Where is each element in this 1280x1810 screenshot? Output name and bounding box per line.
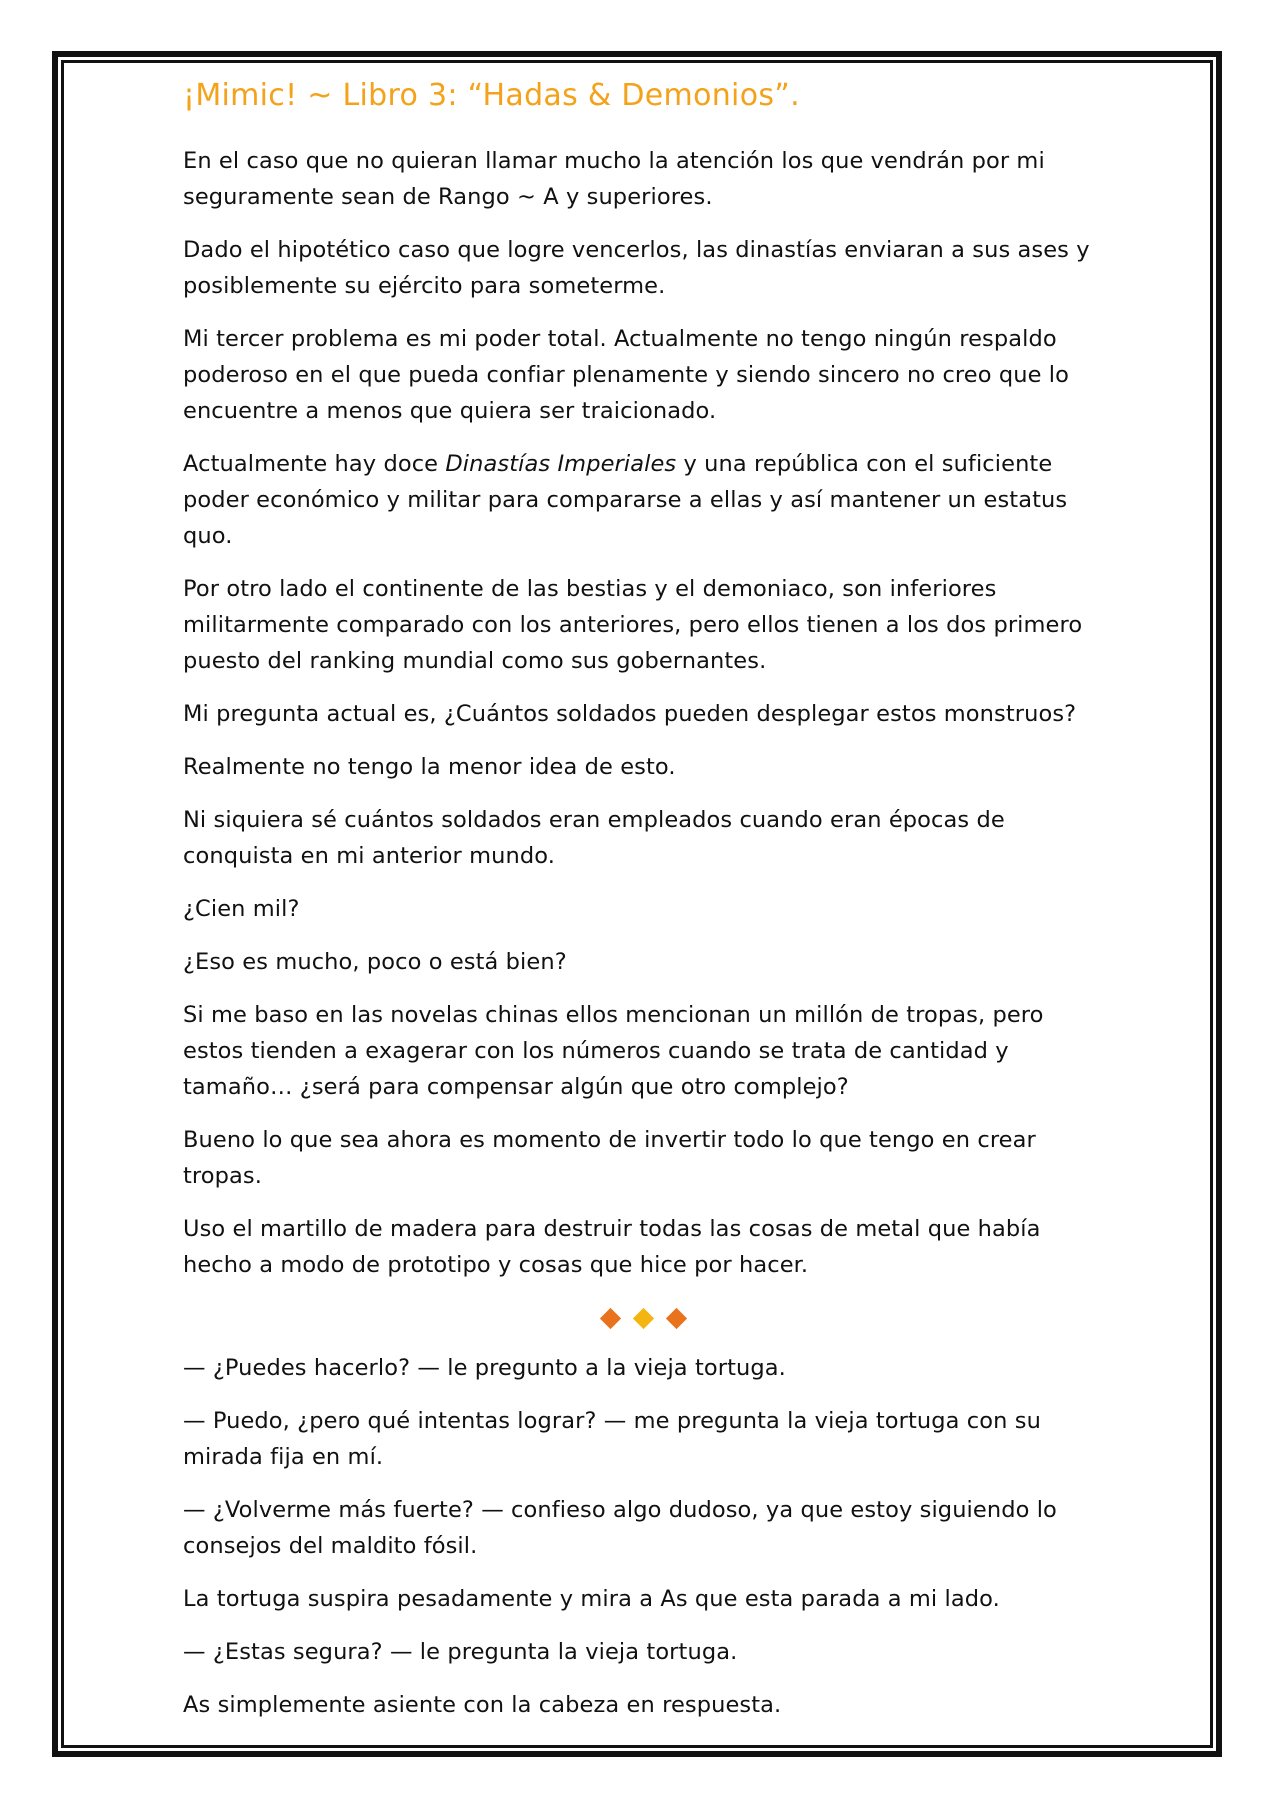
diamond-icon xyxy=(632,1307,653,1328)
paragraph: As simplemente asiente con la cabeza en respuesta. xyxy=(183,1692,782,1718)
paragraph: Mi tercer problema es mi poder total. Actualmente no tengo ningún respaldo poderoso en el que pueda confiar plenamente y siendo sincero no creo que lo encuentre a menos que quiera ser traicionado. xyxy=(183,326,1069,424)
paragraph: En el caso que no quieran llamar mucho la atención los que vendrán por mi seguramente sean de Rango ~ A y superiores. xyxy=(183,148,1045,210)
page-title: ¡Mimic! ~ Libro 3: “Hadas & Demonios”. xyxy=(183,78,800,113)
paragraph: La tortuga suspira pesadamente y mira a As que esta parada a mi lado. xyxy=(183,1586,1000,1612)
diamond-icon xyxy=(665,1307,686,1328)
italic-term: Dinastías Imperiales xyxy=(445,451,677,477)
paragraph xyxy=(183,446,1103,554)
paragraphs-before xyxy=(183,143,1103,1283)
paragraph: ¿Eso es mucho, poco o está bien? xyxy=(183,949,567,975)
paragraph: Dado el hipotético caso que logre vencerlos, las dinastías enviaran a sus ases y posiblemente su ejército para someterme. xyxy=(183,237,1090,299)
paragraphs-after xyxy=(183,1350,1103,1723)
paragraph: Por otro lado el continente de las bestias y el demoniaco, son inferiores militarmente comparado con los anteriores, pero ellos tienen a los dos primero puesto del ranking mundial como sus gobernantes. xyxy=(183,576,1083,674)
document-body xyxy=(183,70,1103,1740)
paragraph: — ¿Volverme más fuerte? — confieso algo dudoso, ya que estoy siguiendo lo consejos del maldito fósil. xyxy=(183,1497,1057,1559)
paragraph: ¿Cien mil? xyxy=(183,896,300,922)
paragraph-text: y una república con el suficiente poder económico y militar para compararse a ellas y así mantener un estatus quo. xyxy=(183,451,1068,549)
diamond-icon xyxy=(599,1307,620,1328)
paragraph: — Puedo, ¿pero qué intentas lograr? — me pregunta la vieja tortuga con su mirada fija en mí. xyxy=(183,1408,1041,1470)
paragraph: — ¿Puedes hacerlo? — le pregunto a la vieja tortuga. xyxy=(183,1355,786,1381)
paragraph: Uso el martillo de madera para destruir todas las cosas de metal que había hecho a modo de prototipo y cosas que hice por hacer. xyxy=(183,1216,1041,1278)
paragraph: Bueno lo que sea ahora es momento de invertir todo lo que tengo en crear tropas. xyxy=(183,1127,1036,1189)
scene-separator xyxy=(183,1300,1103,1336)
paragraph: Si me baso en las novelas chinas ellos mencionan un millón de tropas, pero estos tienden a exagerar con los números cuando se trata de cantidad y tamaño… ¿será para compensar algún que otro complejo? xyxy=(183,1002,1044,1100)
paragraph: Realmente no tengo la menor idea de esto. xyxy=(183,754,676,780)
paragraph: Mi pregunta actual es, ¿Cuántos soldados pueden desplegar estos monstruos? xyxy=(183,701,1077,727)
paragraph-text: Actualmente hay doce xyxy=(183,451,446,477)
paragraph: — ¿Estas segura? — le pregunta la vieja tortuga. xyxy=(183,1639,738,1665)
paragraph: Ni siquiera sé cuántos soldados eran empleados cuando eran épocas de conquista en mi anterior mundo. xyxy=(183,807,1005,869)
